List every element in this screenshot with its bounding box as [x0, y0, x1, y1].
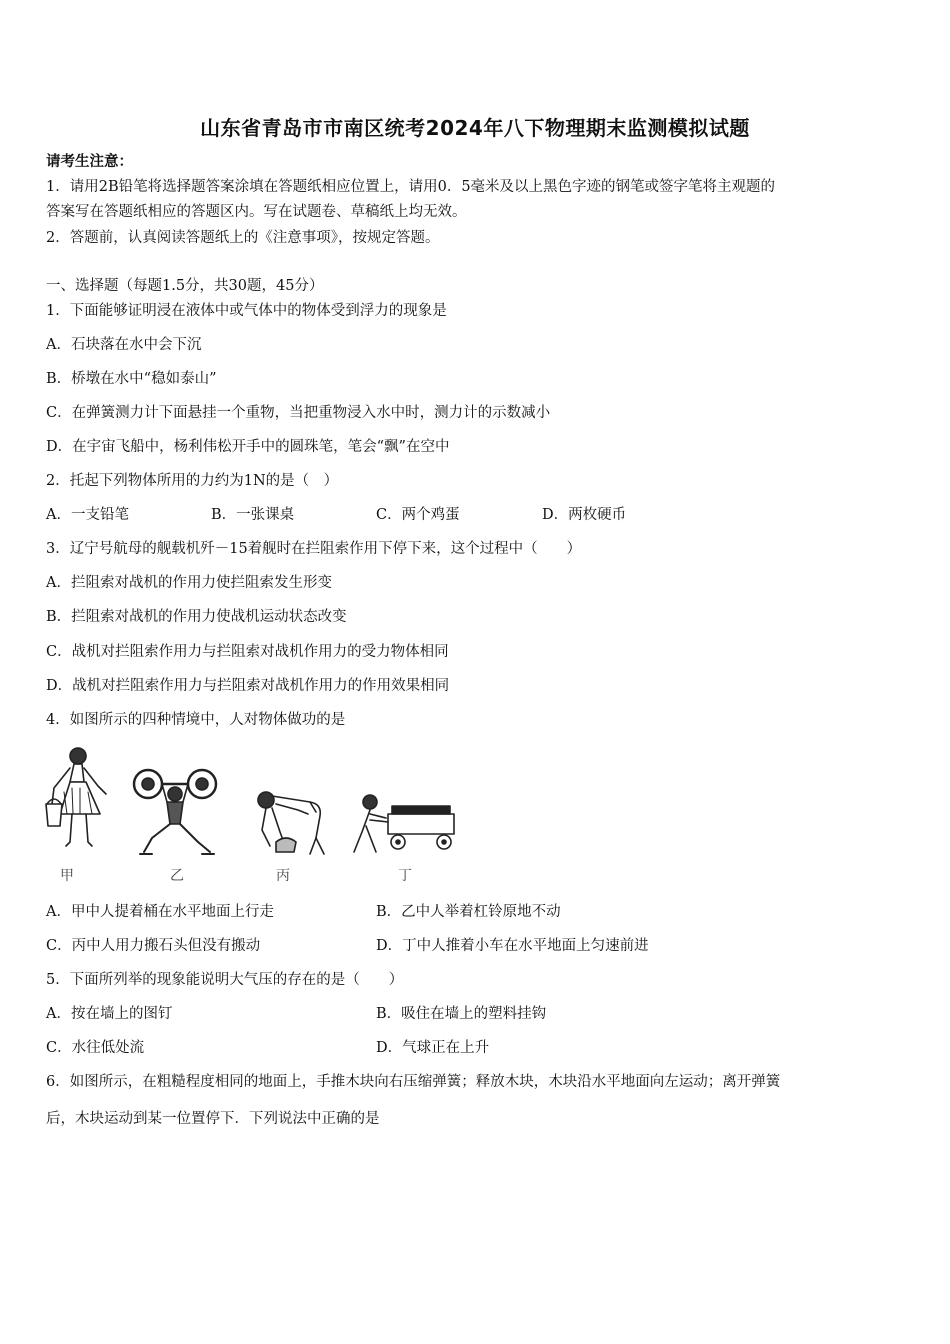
q4-option-c: C．丙中人用力搬石头但没有搬动 — [46, 938, 261, 954]
fig-label-jia: 甲 — [60, 868, 74, 884]
q5-stem: 5．下面所列举的现象能说明大气压的存在的是（ ） — [46, 972, 404, 988]
q5-option-c: C．水往低处流 — [46, 1040, 145, 1056]
q5-option-a: A．按在墙上的图钉 — [46, 1006, 173, 1022]
figure-person-lifting-stone — [258, 792, 324, 854]
q5-option-b: B．吸住在墙上的塑料挂钩 — [376, 1006, 547, 1022]
notice-item1-line1: 1．请用2B铅笔将选择题答案涂填在答题纸相应位置上，请用0．5毫米及以上黑色字迹的钢笔或签字笔将主观题的 — [46, 179, 776, 195]
q2-stem: 2．托起下列物体所用的力约为1N的是（ ） — [46, 473, 339, 489]
fig-label-ding: 丁 — [398, 868, 412, 884]
q3-stem: 3．辽宁号航母的舰载机歼－15着舰时在拦阻索作用下停下来，这个过程中（ ） — [46, 541, 582, 557]
figure-weightlifter — [134, 770, 216, 854]
q2-option-a: A．一支铅笔 — [46, 507, 129, 523]
q3-option-a: A．拦阻索对战机的作用力使拦阻索发生形变 — [46, 575, 332, 591]
q2-option-b: B．一张课桌 — [211, 507, 295, 523]
q4-option-b: B．乙中人举着杠铃原地不动 — [376, 904, 561, 920]
fig-label-yi: 乙 — [170, 868, 184, 884]
q3-option-c: C．战机对拦阻索作用力与拦阻索对战机作用力的受力物体相同 — [46, 644, 449, 660]
figure-girl-with-bucket — [46, 748, 106, 846]
q1-stem: 1．下面能够证明浸在液体中或气体中的物体受到浮力的现象是 — [46, 303, 447, 319]
page-title: 山东省青岛市市南区统考2024年八下物理期末监测模拟试题 — [200, 116, 750, 140]
q3-option-b: B．拦阻索对战机的作用力使战机运动状态改变 — [46, 609, 347, 625]
q4-option-d: D．丁中人推着小车在水平地面上匀速前进 — [376, 938, 649, 954]
notice-heading: 请考生注意： — [46, 153, 133, 170]
q1-option-c: C．在弹簧测力计下面悬挂一个重物，当把重物浸入水中时，测力计的示数减小 — [46, 405, 551, 421]
q2-option-d: D．两枚硬币 — [542, 507, 627, 523]
q4-option-a: A．甲中人提着桶在水平地面上行走 — [46, 904, 274, 920]
q1-option-b: B．桥墩在水中“稳如泰山” — [46, 371, 217, 387]
q5-option-d: D．气球正在上升 — [376, 1040, 490, 1056]
notice-item1-line2: 答案写在答题纸相应的答题区内。写在试题卷、草稿纸上均无效。 — [46, 204, 467, 220]
q1-option-a: A．石块落在水中会下沉 — [46, 337, 202, 353]
q2-option-c: C．两个鸡蛋 — [376, 507, 460, 523]
q3-option-d: D．战机对拦阻索作用力与拦阻索对战机作用力的作用效果相同 — [46, 678, 450, 694]
notice-item2: 2．答题前，认真阅读答题纸上的《注意事项》，按规定答题。 — [46, 230, 440, 246]
q4-figure — [40, 742, 470, 887]
q4-stem: 4．如图所示的四种情境中，人对物体做功的是 — [46, 712, 346, 728]
figure-person-pushing-cart — [354, 795, 454, 852]
q6-stem-line2: 后，木块运动到某一位置停下．下列说法中正确的是 — [46, 1111, 380, 1127]
section-heading: 一、选择题（每题1.5分，共30题，45分） — [46, 278, 324, 294]
q6-stem-line1: 6．如图所示，在粗糙程度相同的地面上，手推木块向右压缩弹簧；释放木块，木块沿水平地面向左运动；离开弹簧 — [46, 1074, 781, 1090]
q1-option-d: D．在宇宙飞船中，杨利伟松开手中的圆珠笔，笔会“飘”在空中 — [46, 439, 450, 455]
fig-label-bing: 丙 — [276, 868, 290, 884]
